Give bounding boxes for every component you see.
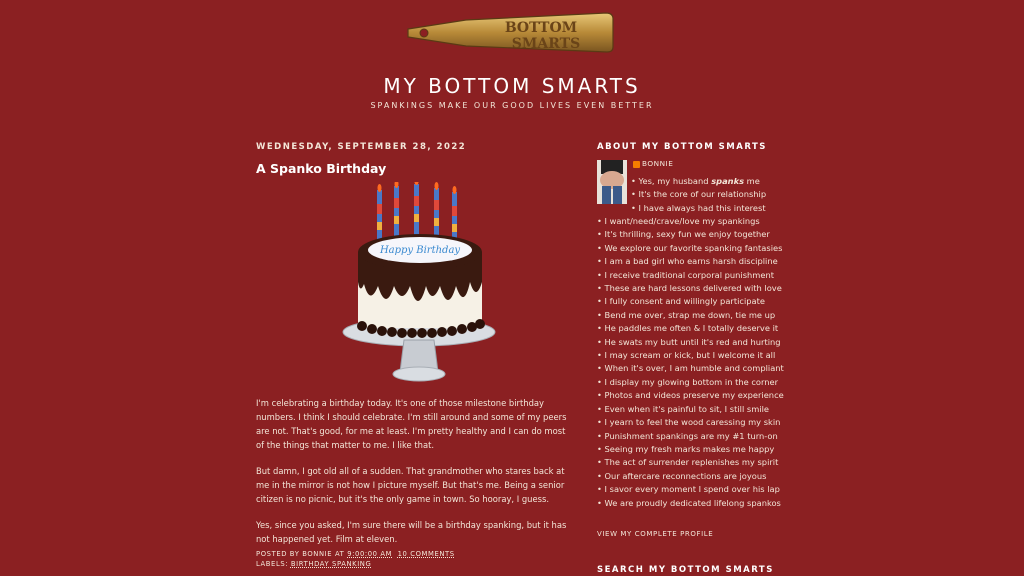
list-item: • I fully consent and willingly participate (597, 295, 787, 308)
about-heading: ABOUT MY BOTTOM SMARTS (597, 142, 767, 152)
list-item: • I am a bad girl who earns harsh discipline (597, 255, 787, 268)
list-item: • He swats my butt until it's red and hurting (597, 336, 787, 349)
list-item: • It's thrilling, sexy fun we enjoy together (597, 228, 787, 241)
list-item: • Yes, my husband spanks me (631, 175, 781, 188)
list-item: • Even when it's painful to sit, I still smile (597, 403, 787, 416)
logo-text-bottom: SMARTS (511, 36, 581, 52)
post-meta-line (256, 550, 576, 560)
post-footer (256, 550, 576, 569)
post-date: WEDNESDAY, SEPTEMBER 28, 2022 (256, 142, 467, 152)
list-item: • Photos and videos preserve my experience (597, 389, 787, 402)
list-item: • I receive traditional corporal punishment (597, 269, 787, 282)
sidebar (597, 142, 784, 575)
list-item: • I have always had this interest (631, 202, 781, 215)
profile-list (597, 215, 787, 510)
list-item: • These are hard lessons delivered with love (597, 282, 787, 295)
blog-tagline: SPANKINGS MAKE OUR GOOD LIVES EVEN BETTER (370, 101, 654, 110)
profile-name-text[interactable]: BONNIE (642, 159, 674, 168)
post-paragraph: I'm celebrating a birthday today. It's one of those milestone birthday numbers. I think I should celebrate. I'm still around and some of my peers are not. That's good, for me at least. I'm pretty healthy and I can do most of the things that matter to me. I like that. (256, 398, 567, 450)
candles-icon (377, 182, 457, 242)
profile-photo[interactable] (597, 160, 627, 204)
list-item: • I savor every moment I spend over his lap (597, 483, 787, 496)
label-link[interactable]: BIRTHDAY SPANKING (290, 559, 372, 568)
paddle-logo[interactable] (406, 10, 614, 54)
blogger-icon (633, 161, 640, 168)
profile-name[interactable] (633, 159, 673, 168)
post-labels-line (256, 560, 576, 570)
blog-title[interactable]: MY BOTTOM SMARTS (383, 74, 641, 98)
post-paragraph: Yes, since you asked, I'm sure there will be a birthday spanking, but it has not happened yet. Film at eleven. (256, 520, 567, 544)
posted-by-label: POSTED BY (256, 550, 300, 558)
search-heading: SEARCH MY BOTTOM SMARTS (597, 565, 774, 575)
logo-text-top: BOTTOM (504, 20, 578, 36)
cake-icing-text: Happy Birthday (379, 245, 461, 256)
list-item: • Punishment spankings are my #1 turn-on (597, 430, 787, 443)
labels-prefix: LABELS: (256, 559, 289, 568)
list-item: • It's the core of our relationship (631, 188, 781, 201)
list-item: • I display my glowing bottom in the corner (597, 376, 787, 389)
birthday-cake-image (342, 182, 497, 387)
list-item: • The act of surrender replenishes my spirit (597, 456, 787, 469)
at-label: AT (334, 550, 345, 558)
list-item: • I yearn to feel the wood caressing my skin (597, 416, 787, 429)
list-item: • I want/need/crave/love my spankings (597, 215, 787, 228)
list-item: • When it's over, I am humble and compliant (597, 362, 787, 375)
post-body (256, 396, 576, 558)
list-item: • We explore our favorite spanking fantasies (597, 242, 787, 255)
list-item: • We are proudly dedicated lifelong spankos (597, 497, 787, 510)
list-item: • I may scream or kick, but I welcome it all (597, 349, 787, 362)
view-profile-link[interactable]: VIEW MY COMPLETE PROFILE (597, 530, 714, 538)
comments-link[interactable]: 10 COMMENTS (397, 550, 455, 558)
post-author: BONNIE (302, 550, 333, 558)
list-item: • Seeing my fresh marks makes me happy (597, 443, 787, 456)
post-paragraph: But damn, I got old all of a sudden. That grandmother who stares back at me in the mirror is not how I picture myself. But that's me. Being a senior citizen is no picnic, but it's the only game in town. So hooray, I guess. (256, 466, 565, 504)
list-item: • Bend me over, strap me down, tie me up (597, 309, 787, 322)
post-timestamp-link[interactable]: 9:00:00 AM (347, 550, 393, 558)
main-column (256, 142, 576, 568)
profile-intro-list (631, 175, 781, 215)
post-title[interactable]: A Spanko Birthday (256, 161, 387, 176)
list-item: • He paddles me often & I totally deserve it (597, 322, 787, 335)
list-item: • Our aftercare reconnections are joyous (597, 470, 787, 483)
